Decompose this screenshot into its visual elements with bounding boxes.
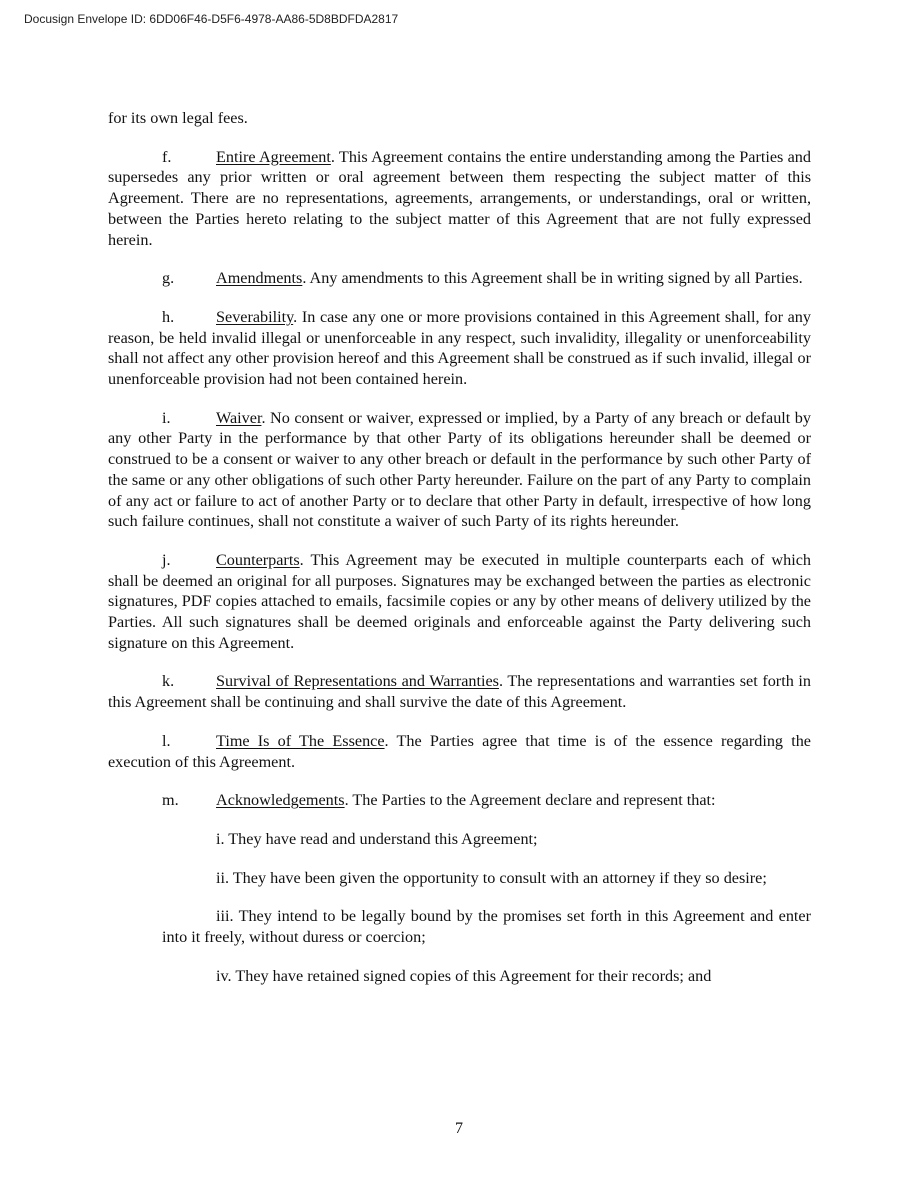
docusign-envelope-id: Docusign Envelope ID: 6DD06F46-D5F6-4978-AA86-5D8BDFDA2817 bbox=[24, 12, 399, 26]
section-label: m. bbox=[162, 791, 179, 810]
section-acknowledgements bbox=[108, 790, 811, 811]
section-text: . In case any one or more provisions contained in this Agreement shall, for any reason, be held invalid illegal or unenforceable in any respect, such invalidity, illegality or unenforceability shall not affect any other provision hereof and this Agreement shall be construed as if such invalid, illegal or unenforceable provision had not been contained herein. bbox=[108, 307, 811, 389]
section-amendments bbox=[108, 268, 811, 289]
section-heading: Waiver bbox=[216, 408, 262, 427]
section-counterparts bbox=[108, 550, 811, 654]
section-heading: Amendments bbox=[216, 269, 303, 288]
page-number: 7 bbox=[455, 1120, 463, 1137]
section-label: h. bbox=[162, 307, 175, 326]
section-text: . The Parties agree that time is of the essence regarding the execution of this Agreement. bbox=[108, 731, 811, 771]
section-label: k. bbox=[162, 672, 175, 691]
section-label: i. bbox=[162, 408, 171, 427]
section-text: . The Parties to the Agreement declare and represent that: bbox=[344, 791, 716, 810]
section-severability bbox=[108, 307, 811, 390]
section-entire-agreement bbox=[108, 147, 811, 251]
section-heading: Acknowledgements bbox=[216, 791, 345, 810]
section-text: . This Agreement may be executed in multiple counterparts each of which shall be deemed an original for all purposes. Signatures may be exchanged between the parties as electronic signatures, PDF copies attached to emails, facsimile copies or any by other means of delivery utilized by the Parties. All such signatures shall be deemed originals and enforceable against the Party delivering such signature on this Agreement. bbox=[108, 550, 811, 652]
section-text: . No consent or waiver, expressed or implied, by a Party of any breach or default by any other Party in the performance by that other Party of its obligations hereunder shall be deemed or construed to be a consent or waiver to any other breach or default in the performance by such other Party of the same or any other obligations of such other Party hereunder. Failure on the part of any Party to complain of any act or failure to act of another Party or to declare that other Party in default, irrespective of how long such failure continues, shall not constitute a waiver of such Party of its rights hereunder. bbox=[108, 408, 811, 531]
section-label: l. bbox=[162, 731, 171, 750]
section-label: f. bbox=[162, 147, 172, 166]
section-text: . The representations and warranties set forth in this Agreement shall be continuing and shall survive the date of this Agreement. bbox=[108, 672, 811, 712]
section-label: g. bbox=[162, 269, 175, 288]
acknowledgement-item: iv. They have retained signed copies of this Agreement for their records; and bbox=[216, 966, 712, 985]
section-label: j. bbox=[162, 550, 171, 569]
section-text: . This Agreement contains the entire understanding among the Parties and supersedes any prior written or oral agreement between them respecting the subject matter of this Agreement. There are no representations, agreements, arrangements, or understandings, oral or written, between the Parties hereto relating to the subject matter of this Agreement that are not fully expressed herein. bbox=[108, 147, 811, 249]
acknowledgement-item: ii. They have been given the opportunity to consult with an attorney if they so desire; bbox=[216, 868, 767, 887]
section-survival bbox=[108, 671, 811, 712]
section-heading: Counterparts bbox=[216, 550, 300, 569]
agreement-page-body bbox=[108, 108, 811, 987]
section-heading: Time Is of The Essence bbox=[216, 731, 385, 750]
acknowledgement-item: iii. They intend to be legally bound by the promises set forth in this Agreement and enter into it freely, without duress or coercion; bbox=[162, 907, 811, 947]
section-heading: Severability bbox=[216, 307, 294, 326]
section-text: . Any amendments to this Agreement shall be in writing signed by all Parties. bbox=[302, 269, 803, 288]
section-waiver bbox=[108, 408, 811, 532]
acknowledgement-item: i. They have read and understand this Agreement; bbox=[216, 829, 538, 848]
continuation-text: for its own legal fees. bbox=[108, 109, 248, 127]
section-heading: Entire Agreement bbox=[216, 147, 331, 166]
section-heading: Survival of Representations and Warranties bbox=[216, 672, 499, 691]
section-time-of-essence bbox=[108, 731, 811, 772]
